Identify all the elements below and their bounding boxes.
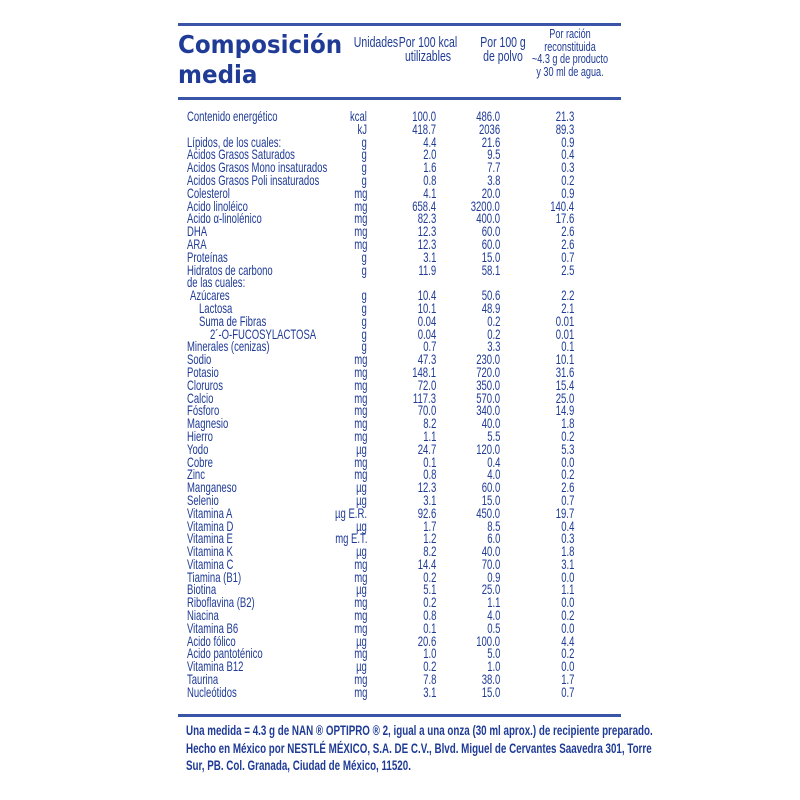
header-text: y 30 ml de agua. [536,63,604,79]
value-cell: 15.0 [481,683,500,700]
nutrient-name: Magnesio [187,415,229,432]
value-cell: 5.1 [422,581,436,598]
table-row [0,404,800,417]
value-cell: 0.2 [422,568,436,585]
value-cell: 3.1 [422,248,436,265]
table-row [0,197,800,214]
table-row [0,632,800,649]
nutrient-name: Cloruros [187,376,223,393]
unit-cell: µg [356,479,367,496]
value-cell: 4.0 [486,466,500,483]
value-cell: 4.0 [486,607,500,624]
table-row [0,184,800,201]
unit-cell: mg [353,453,367,470]
table-row [0,110,800,123]
value-cell: 25.0 [481,581,500,598]
unit-cell: mg [353,607,367,624]
header-por-racion [532,28,609,78]
table-row [0,133,800,150]
value-cell: 15.0 [481,491,500,508]
nutrient-name: Riboflavina (B2) [187,594,255,611]
value-cell: 50.6 [481,287,500,304]
table-row [0,171,800,188]
value-cell: 100.0 [476,632,500,649]
value-cell: 0.04 [417,325,436,342]
value-cell: 0.01 [555,325,574,342]
nutrient-name: Contenido energético [187,108,278,124]
table-row [0,517,800,534]
value-cell: 58.1 [481,261,500,278]
value-cell: 48.9 [481,299,500,316]
value-cell: 2.5 [560,261,574,278]
nutrient-name: Acidos Grasos Poli insaturados [187,171,320,188]
value-cell: 0.0 [560,568,574,585]
table-row [0,312,800,329]
unit-cell: kcal [350,108,367,124]
value-cell: 31.6 [555,363,574,380]
value-cell: 0.3 [560,530,574,547]
unit-cell: g [361,159,367,176]
value-cell: 140.4 [550,197,574,214]
table-row [0,555,800,572]
unit-cell: mg [353,389,367,406]
nutrient-name: Taurina [187,671,219,688]
value-cell: 148.1 [412,363,436,380]
value-cell: 3.1 [560,555,574,572]
unit-cell: µg [356,440,367,457]
table-row [0,440,800,457]
value-cell: 19.7 [555,504,574,521]
header-text: Por 100 g [480,34,526,51]
nutrient-name: Acido fólico [187,632,236,649]
value-cell: 17.6 [555,210,574,227]
table-row [0,148,800,161]
value-cell: 0.01 [555,312,574,329]
header-unidades: Unidades [353,34,399,51]
value-cell: 4.4 [422,133,436,150]
value-cell: 6.0 [486,530,500,547]
value-cell: 70.0 [417,402,436,419]
nutrient-name: Minerales (cenizas) [187,338,270,355]
table-row [0,673,800,686]
nutrient-name: Potasio [187,363,219,380]
value-cell: 1.8 [560,543,574,560]
value-cell: 4.4 [560,632,574,649]
nutrient-name: Fósforo [187,402,220,419]
nutrient-name: Sodio [187,351,212,368]
value-cell: 418.7 [412,120,436,137]
value-cell: 720.0 [476,363,500,380]
value-cell: 89.3 [555,120,574,137]
table-row [0,596,800,609]
table-row [0,683,800,700]
value-cell: 0.9 [486,568,500,585]
value-cell: 0.2 [422,594,436,611]
value-cell: 2.0 [422,146,436,163]
table-row [0,120,800,137]
value-cell: 1.7 [560,671,574,688]
value-cell: 400.0 [476,210,500,227]
value-cell: 0.2 [560,427,574,444]
table-row [0,647,800,660]
unit-cell: mg [353,197,367,214]
value-cell: 8.2 [422,415,436,432]
unit-cell: mg [353,376,367,393]
nutrient-name: Biotina [187,581,217,598]
nutrient-name: Acido linoléico [187,197,248,214]
nutrient-name: Vitamina B6 [187,619,239,636]
value-cell: 8.2 [422,543,436,560]
value-cell: 0.4 [560,517,574,534]
value-cell: 5.3 [560,440,574,457]
unit-cell: mg [353,466,367,483]
nutrient-name: de las cuales: [187,274,246,291]
nutrient-name: Vitamina E [187,530,233,547]
value-cell: 47.3 [417,351,436,368]
value-cell: 117.3 [412,389,436,406]
value-cell: 21.3 [555,108,574,124]
value-cell: 11.9 [418,261,436,278]
value-cell: 0.8 [422,171,436,188]
table-row [0,609,800,622]
value-cell: 21.6 [481,133,500,150]
unit-cell: mg [353,427,367,444]
value-cell: 82.3 [417,210,436,227]
value-cell: 10.4 [417,287,436,304]
value-cell: 15.0 [481,248,500,265]
value-cell: 9.5 [486,146,500,163]
page-title [178,30,342,90]
table-row [0,363,800,380]
value-cell: 570.0 [476,389,500,406]
value-cell: 14.4 [417,555,436,572]
header-text: Por ración [549,26,591,41]
unit-cell: g [361,248,367,265]
unit-cell: mg [353,402,367,419]
value-cell: 486.0 [476,108,500,124]
unit-cell: g [361,261,367,278]
title-line-1: Composición [178,30,343,59]
table-row [0,568,800,585]
value-cell: 25.0 [555,389,574,406]
table-row [0,389,800,406]
value-cell: 0.2 [486,325,500,342]
value-cell: 7.7 [486,159,500,176]
value-cell: 0.7 [560,248,574,265]
table-row [0,353,800,366]
unit-cell: mg [353,351,367,368]
nutrition-table [0,108,800,699]
footer-line: Una medida = 4.3 g de NAN ® OPTIPRO ® 2, igual a una onza (30 ml aprox.) de recipiente preparado. [186,722,653,738]
unit-cell: mg [353,363,367,380]
table-row [0,161,800,174]
value-cell: 0.2 [560,171,574,188]
nutrient-name: Acidos Grasos Mono insaturados [187,159,328,176]
value-cell: 3.1 [422,683,436,700]
value-cell: 38.0 [481,671,500,688]
value-cell: 0.9 [560,133,574,150]
value-cell: 100.0 [412,108,436,124]
value-cell: 230.0 [476,351,500,368]
nutrient-name: Hierro [187,427,213,444]
value-cell: 10.1 [417,299,436,316]
unit-cell: µg [356,543,367,560]
bottom-divider [178,714,621,717]
table-row [0,545,800,558]
value-cell: 0.2 [560,645,574,662]
footer-notes [186,722,653,775]
nutrient-name: Tiamina (B1) [187,568,242,585]
nutrient-name: Acido α-linolénico [187,210,262,227]
value-cell: 0.7 [560,683,574,700]
value-cell: 20.0 [481,184,500,201]
nutrient-name: Proteínas [187,248,228,265]
value-cell: 40.0 [481,543,500,560]
value-cell: 60.0 [481,479,500,496]
nutrient-name: Selenio [187,491,219,508]
nutrient-name: Calcio [187,389,214,406]
value-cell: 1.1 [422,427,436,444]
nutrient-name: Acido pantoténico [187,645,263,662]
nutrient-name: Zinc [187,466,205,483]
table-row [0,619,800,636]
unit-cell: µg [356,658,367,675]
unit-cell: mg [353,619,367,636]
header-text: utilizables [404,48,452,65]
unit-cell: mg E.T. [334,530,367,547]
table-row [0,340,800,353]
value-cell: 0.0 [560,658,574,675]
value-cell: 0.7 [422,338,436,355]
value-cell: 350.0 [476,376,500,393]
value-cell: 0.0 [560,453,574,470]
value-cell: 3.3 [486,338,500,355]
unit-cell: µg [356,581,367,598]
value-cell: 2.6 [560,223,574,240]
table-row [0,660,800,673]
unit-cell: mg [353,184,367,201]
unit-cell: mg [353,415,367,432]
value-cell: 1.2 [422,530,436,547]
value-cell: 0.1 [422,453,436,470]
table-row [0,468,800,481]
value-cell: 2.2 [560,287,574,304]
nutrient-name: Manganeso [187,479,237,496]
nutrient-name: Vitamina A [187,504,233,521]
value-cell: 0.2 [560,466,574,483]
value-cell: 0.7 [560,491,574,508]
value-cell: 0.4 [486,453,500,470]
table-row [0,325,800,342]
value-cell: 0.2 [486,312,500,329]
value-cell: 0.1 [560,338,574,355]
value-cell: 2.1 [560,299,574,316]
nutrient-name: DHA [187,223,208,240]
unit-cell: mg [353,223,367,240]
value-cell: 2.6 [560,479,574,496]
value-cell: 0.4 [560,146,574,163]
nutrient-name: Vitamina D [187,517,234,534]
unit-cell: g [361,287,367,304]
unit-cell: g [361,299,367,316]
table-row [0,481,800,494]
value-cell: 72.0 [417,376,436,393]
value-cell: 0.2 [560,607,574,624]
unit-cell: mg [353,671,367,688]
table-row [0,235,800,252]
unit-cell: µg [356,491,367,508]
unit-cell: g [361,338,367,355]
nutrient-name: Nucleótidos [187,683,237,700]
table-row [0,504,800,521]
header-text: Por 100 kcal [398,34,458,51]
unit-cell: µg [356,632,367,649]
value-cell: 7.8 [422,671,436,688]
value-cell: 3200.0 [470,197,500,214]
table-row [0,491,800,508]
value-cell: 0.5 [486,619,500,636]
unit-cell: mg [353,555,367,572]
header-text: ~4.3 g de producto [531,51,609,66]
nutrient-name: Lípidos, de los cuales: [187,133,282,150]
value-cell: 92.6 [417,504,436,521]
table-row [0,532,800,545]
unit-cell: g [361,312,367,329]
value-cell: 0.04 [417,312,436,329]
nutrient-name: Acidos Grasos Saturados [187,146,295,163]
value-cell: 70.0 [481,555,500,572]
value-cell: 0.3 [560,159,574,176]
table-row [0,583,800,596]
value-cell: 0.9 [560,184,574,201]
value-cell: 1.0 [422,645,436,662]
table-row [0,453,800,470]
unit-cell: kJ [357,120,367,137]
value-cell: 20.6 [417,632,436,649]
table-row [0,299,800,316]
value-cell: 0.0 [560,619,574,636]
table-row [0,376,800,393]
nutrient-name: Azúcares [190,287,230,304]
unit-cell: mg [353,568,367,585]
nutrient-name: Suma de Fibras [199,312,267,329]
nutrient-name: Hidratos de carbono [187,261,273,278]
header-per-100kcal [397,36,460,64]
nutrient-name: Cobre [187,453,213,470]
nutrient-name: 2´-O-FUCOSYLACTOSA [210,325,317,342]
value-cell: 60.0 [481,223,500,240]
nutrient-name: Vitamina K [187,543,233,560]
nutrient-name: Yodo [187,440,209,457]
table-row [0,417,800,430]
value-cell: 2036 [478,120,500,137]
nutrient-name: ARA [187,235,207,252]
value-cell: 24.7 [417,440,436,457]
title-line-2: media [178,60,258,89]
value-cell: 5.5 [486,427,500,444]
footer-line: Hecho en México por NESTLÉ MÉXICO, S.A. DE C.V., Blvd. Miguel de Cervantes Saavedra 301, Torre [186,739,652,756]
unit-cell: mg [353,594,367,611]
unit-cell: g [361,133,367,150]
table-row [0,276,800,289]
value-cell: 1.8 [560,415,574,432]
value-cell: 450.0 [476,504,500,521]
unit-cell: g [361,325,367,342]
nutrient-name: Vitamina B12 [187,658,244,675]
table-row [0,289,800,302]
value-cell: 0.8 [422,466,436,483]
header-divider [178,97,621,100]
table-row [0,212,800,225]
value-cell: 1.0 [486,658,500,675]
value-cell: 12.3 [417,223,436,240]
nutrient-name: Colesterol [187,184,230,201]
value-cell: 658.4 [412,197,436,214]
header-text: de polvo [483,48,523,65]
value-cell: 1.1 [486,594,500,611]
header-per-100g [475,36,531,64]
value-cell: 4.1 [422,184,436,201]
value-cell: 1.7 [422,517,436,534]
value-cell: 0.1 [422,619,436,636]
value-cell: 3.8 [486,171,500,188]
unit-cell: g [361,146,367,163]
value-cell: 14.9 [555,402,574,419]
value-cell: 3.1 [422,491,436,508]
unit-cell: g [361,171,367,188]
value-cell: 1.6 [422,159,436,176]
unit-cell: µg E.R. [335,504,367,521]
header-text: reconstituida [544,38,596,54]
table-row [0,225,800,238]
value-cell: 120.0 [476,440,500,457]
value-cell: 12.3 [417,479,436,496]
value-cell: 340.0 [476,402,500,419]
unit-cell: mg [353,210,367,227]
value-cell: 10.1 [555,351,574,368]
unit-cell: mg [353,235,367,252]
unit-cell: µg [356,517,367,534]
value-cell: 60.0 [481,235,500,252]
unit-cell: mg [353,645,367,662]
unit-cell: mg [353,683,367,700]
nutrient-name: Niacina [187,607,219,624]
table-row [0,261,800,278]
value-cell: 0.8 [422,607,436,624]
value-cell: 40.0 [481,415,500,432]
value-cell: 2.6 [560,235,574,252]
value-cell: 1.1 [560,581,574,598]
value-cell: 8.5 [486,517,500,534]
table-row [0,427,800,444]
nutrient-name: Vitamina C [187,555,234,572]
value-cell: 12.3 [417,235,436,252]
footer-line: Sur, PB. Col. Granada, Ciudad de México, 11520. [186,757,411,773]
table-row [0,248,800,265]
value-cell: 15.4 [555,376,574,393]
value-cell: 5.0 [486,645,500,662]
value-cell: 0.0 [560,594,574,611]
nutrient-name: Lactosa [199,299,233,316]
value-cell: 0.2 [422,658,436,675]
